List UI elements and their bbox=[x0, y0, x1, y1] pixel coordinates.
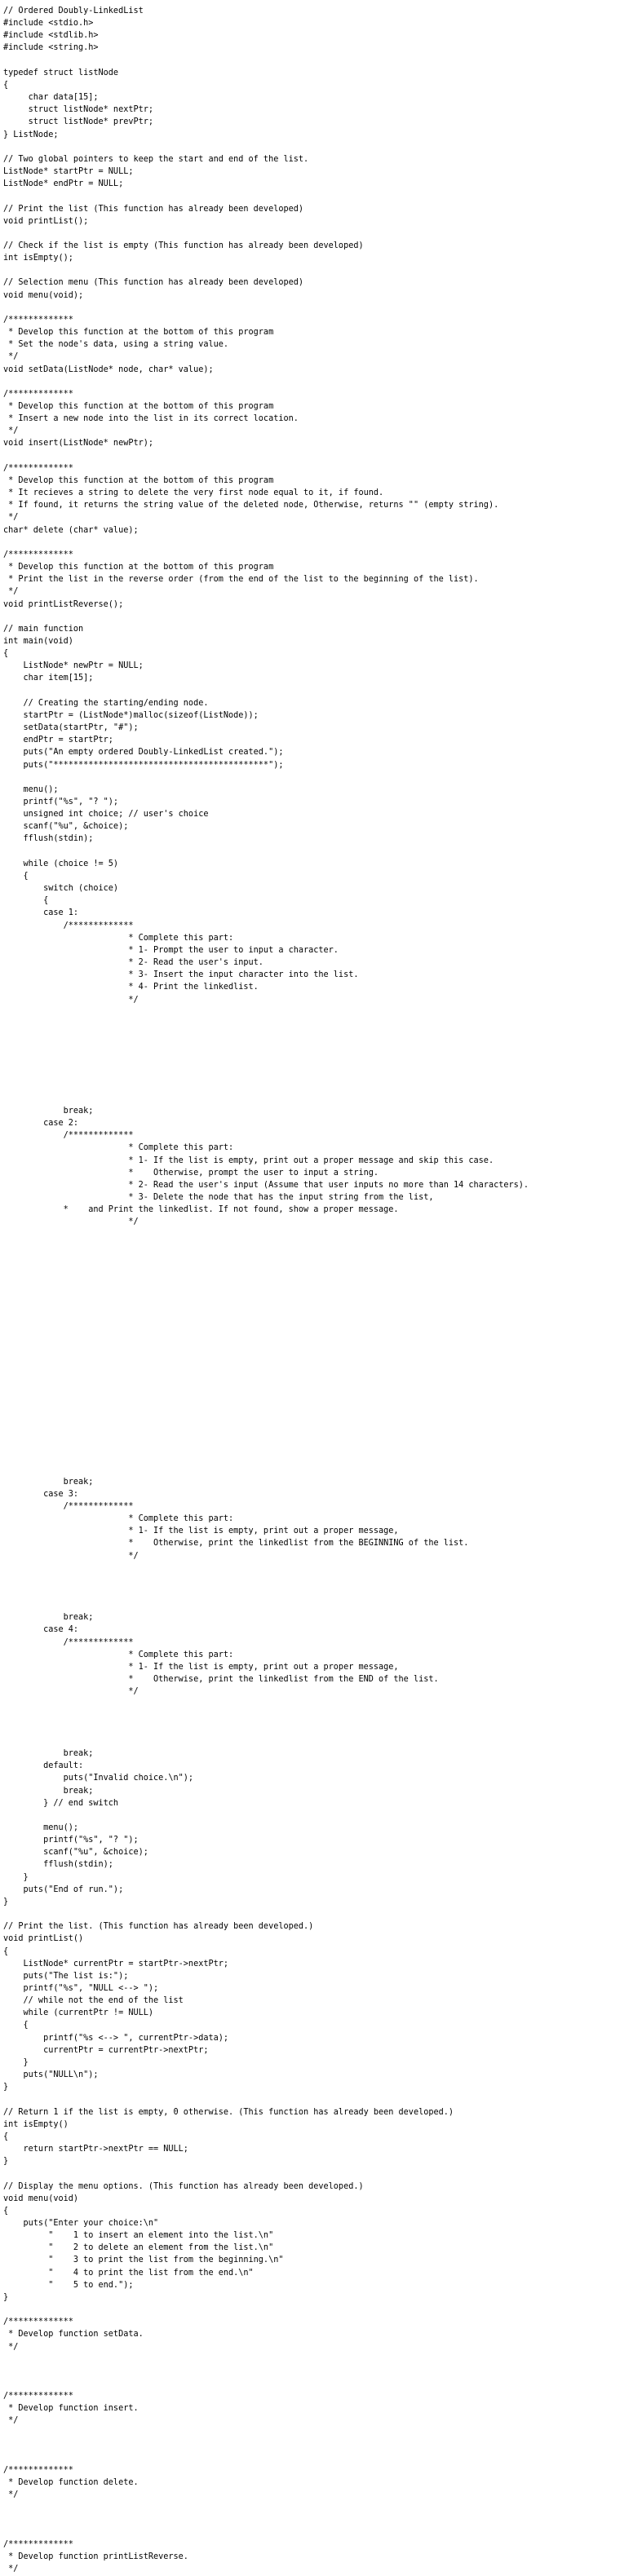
code-line: * Complete this part: bbox=[3, 1650, 234, 1659]
code-line: /************* bbox=[3, 1501, 134, 1511]
code-line bbox=[3, 2167, 642, 2180]
code-line: * and Print the linkedlist. If not found, show a proper message. bbox=[3, 1205, 399, 1215]
code-line bbox=[3, 190, 642, 202]
code-line: int isEmpty() bbox=[3, 2119, 69, 2129]
code-line bbox=[3, 1414, 642, 1426]
code-line bbox=[3, 1328, 642, 1340]
code-line: // Return 1 if the list is empty, 0 otherwise. (This function has already been developed.) bbox=[3, 2107, 454, 2117]
code-line: break; bbox=[3, 1477, 94, 1487]
code-line: { bbox=[3, 2132, 9, 2141]
code-line: * Otherwise, print the linkedlist from the END of the list. bbox=[3, 1675, 439, 1685]
code-line: /************* bbox=[3, 2540, 73, 2550]
code-line: struct listNode* prevPtr; bbox=[3, 117, 154, 127]
code-line: scanf("%u", &choice); bbox=[3, 1848, 148, 1858]
code-line: * 1- Prompt the user to input a character. bbox=[3, 945, 339, 955]
code-line: // Display the menu options. (This function has already been developed.) bbox=[3, 2181, 364, 2191]
code-line bbox=[3, 1426, 642, 1438]
code-line: */ bbox=[3, 587, 19, 597]
code-line: { bbox=[3, 649, 9, 659]
code-line: * 4- Print the linkedlist. bbox=[3, 983, 259, 992]
code-line: " 2 to delete an element from the list.\n" bbox=[3, 2243, 274, 2253]
code-line: */ bbox=[3, 995, 139, 1005]
code-line: printf("%s", "? "); bbox=[3, 798, 119, 806]
code-line: * Develop this function at the bottom of this program bbox=[3, 563, 274, 572]
code-line: unsigned int choice; // user's choice bbox=[3, 810, 209, 820]
code-line: // Ordered Doubly-LinkedList bbox=[3, 7, 144, 15]
code-line bbox=[3, 1809, 642, 1822]
code-line: printf("%s <--> ", currentPtr->data); bbox=[3, 2033, 229, 2043]
code-line bbox=[3, 1006, 642, 1018]
code-line: fflush(stdin); bbox=[3, 1860, 113, 1870]
code-line bbox=[3, 302, 642, 314]
code-line: /************* bbox=[3, 389, 73, 399]
code-line bbox=[3, 228, 642, 240]
code-line: default: bbox=[3, 1761, 84, 1771]
code-line: #include <stdlib.h> bbox=[3, 31, 99, 41]
code-line bbox=[3, 1340, 642, 1352]
code-line: * 2- Read the user's input (Assume that user inputs no more than 14 characters). bbox=[3, 1180, 529, 1190]
code-line: */ bbox=[3, 1687, 139, 1697]
code-line bbox=[3, 1575, 642, 1587]
code-line bbox=[3, 2353, 642, 2366]
code-line: { bbox=[3, 1946, 9, 1956]
code-line: // Creating the starting/ending node. bbox=[3, 698, 209, 708]
code-line bbox=[3, 1587, 642, 1599]
code-line bbox=[3, 55, 642, 67]
code-line: menu(); bbox=[3, 784, 59, 794]
code-line bbox=[3, 1228, 642, 1240]
code-line: " 5 to end."); bbox=[3, 2280, 134, 2290]
code-line: * Develop this function at the bottom of this program bbox=[3, 328, 274, 338]
code-line bbox=[3, 2366, 642, 2378]
code-line: * Develop this function at the bottom of this program bbox=[3, 402, 274, 411]
code-line: void menu(void) bbox=[3, 2194, 79, 2203]
code-line bbox=[3, 1043, 642, 1055]
code-line: void setData(ListNode* node, char* value); bbox=[3, 365, 214, 374]
code-line: /************* bbox=[3, 315, 73, 325]
code-line: break; bbox=[3, 1749, 94, 1759]
code-line bbox=[3, 376, 642, 388]
code-line: case 4: bbox=[3, 1625, 79, 1635]
code-line: { bbox=[3, 80, 9, 90]
code-line bbox=[3, 1562, 642, 1575]
code-line: * 3- Insert the input character into the list. bbox=[3, 970, 359, 980]
code-line: break; bbox=[3, 1613, 94, 1623]
code-line: char data[15]; bbox=[3, 93, 99, 103]
code-line: * Develop function insert. bbox=[3, 2404, 139, 2414]
code-line bbox=[3, 1352, 642, 1364]
code-line: return startPtr->nextPtr == NULL; bbox=[3, 2145, 188, 2154]
code-line bbox=[3, 2502, 642, 2514]
code-line: break; bbox=[3, 1786, 94, 1796]
code-line bbox=[3, 1711, 642, 1723]
code-line: startPtr = (ListNode*)malloc(sizeof(ListNode)); bbox=[3, 710, 259, 720]
code-line bbox=[3, 1067, 642, 1080]
code-line: void printList() bbox=[3, 1934, 84, 1944]
code-line: // while not the end of the list bbox=[3, 1996, 184, 2006]
code-line: " 4 to print the list from the end.\n" bbox=[3, 2268, 254, 2278]
code-line: typedef struct listNode bbox=[3, 68, 119, 77]
code-line: while (currentPtr != NULL) bbox=[3, 2008, 154, 2018]
code-line: * If found, it returns the string value of the deleted node, Otherwise, returns "" (empty string). bbox=[3, 501, 499, 510]
code-line: char* delete (char* value); bbox=[3, 525, 139, 535]
code-line: /************* bbox=[3, 463, 73, 473]
code-line bbox=[3, 2440, 642, 2452]
code-line bbox=[3, 450, 642, 462]
code-line: puts("*******************************************"); bbox=[3, 760, 284, 770]
code-line bbox=[3, 2526, 642, 2538]
code-line: */ bbox=[3, 2342, 19, 2352]
code-line bbox=[3, 846, 642, 858]
code-line: // Print the list. (This function has already been developed.) bbox=[3, 1922, 314, 1932]
code-line: } // end switch bbox=[3, 1798, 119, 1808]
code-line: // main function bbox=[3, 624, 84, 634]
code-line: puts("The list is:"); bbox=[3, 1971, 129, 1981]
code-line bbox=[3, 771, 642, 784]
code-line: while (choice != 5) bbox=[3, 859, 119, 868]
code-line bbox=[3, 685, 642, 697]
code-line: * Develop function delete. bbox=[3, 2478, 139, 2488]
code-line: * Develop this function at the bottom of this program bbox=[3, 475, 274, 485]
code-line: * Otherwise, print the linkedlist from the BEGINNING of the list. bbox=[3, 1539, 469, 1549]
code-line: */ bbox=[3, 513, 19, 523]
code-line bbox=[3, 1018, 642, 1031]
code-line bbox=[3, 2304, 642, 2316]
code-line: // Print the list (This function has already been developed) bbox=[3, 204, 304, 214]
code-line: * Complete this part: bbox=[3, 1143, 234, 1153]
code-line: * 2- Read the user's input. bbox=[3, 958, 263, 968]
code-line: printf("%s", "? "); bbox=[3, 1836, 139, 1845]
code-line: /************* bbox=[3, 1637, 134, 1647]
code-line: ListNode* currentPtr = startPtr->nextPtr; bbox=[3, 1959, 229, 1968]
code-line: * Complete this part: bbox=[3, 1514, 234, 1524]
code-line: */ bbox=[3, 1217, 139, 1227]
code-line: char item[15]; bbox=[3, 674, 94, 683]
code-line: * Print the list in the reverse order (from the end of the list to the beginning of the list). bbox=[3, 575, 479, 585]
code-line: #include <stdio.h> bbox=[3, 19, 94, 29]
code-line: } bbox=[3, 1872, 29, 1882]
code-line: */ bbox=[3, 2416, 19, 2426]
code-line: * Insert a new node into the list in its correct location. bbox=[3, 414, 299, 424]
code-line bbox=[3, 1376, 642, 1389]
code-line bbox=[3, 1390, 642, 1402]
code-line: * 1- If the list is empty, print out a proper message and skip this case. bbox=[3, 1155, 494, 1165]
code-line: menu(); bbox=[3, 1823, 79, 1832]
code-line bbox=[3, 1266, 642, 1278]
code-line: /************* bbox=[3, 1131, 134, 1141]
code-line bbox=[3, 1315, 642, 1328]
code-line: puts("End of run."); bbox=[3, 1885, 124, 1894]
code-line: } bbox=[3, 2057, 29, 2067]
code-line bbox=[3, 1080, 642, 1093]
code-line bbox=[3, 1463, 642, 1475]
code-line: " 1 to insert an element into the list.\n" bbox=[3, 2231, 274, 2241]
code-line: void insert(ListNode* newPtr); bbox=[3, 439, 154, 448]
code-line: int main(void) bbox=[3, 636, 73, 646]
code-line: * Set the node's data, using a string value. bbox=[3, 340, 229, 350]
code-line: ListNode* newPtr = NULL; bbox=[3, 661, 144, 671]
code-line: printf("%s", "NULL <--> "); bbox=[3, 1984, 159, 1993]
code-line bbox=[3, 264, 642, 276]
code-line: ListNode* endPtr = NULL; bbox=[3, 179, 124, 189]
code-line: // Two global pointers to keep the start and end of the list. bbox=[3, 154, 309, 164]
code-line bbox=[3, 1723, 642, 1735]
code-line bbox=[3, 1278, 642, 1290]
code-line: */ bbox=[3, 352, 19, 362]
code-line bbox=[3, 1735, 642, 1748]
code-line bbox=[3, 2428, 642, 2440]
code-line bbox=[3, 1093, 642, 1105]
code-line bbox=[3, 1451, 642, 1463]
code-line: // Selection menu (This function has already been developed) bbox=[3, 278, 304, 288]
code-line bbox=[3, 1031, 642, 1043]
code-line: * 1- If the list is empty, print out a proper message, bbox=[3, 1662, 399, 1672]
code-line: fflush(stdin); bbox=[3, 834, 94, 844]
code-line bbox=[3, 2514, 642, 2526]
code-line: // Check if the list is empty (This function has already been developed) bbox=[3, 241, 364, 250]
code-line bbox=[3, 2452, 642, 2464]
code-line bbox=[3, 1402, 642, 1414]
code-line: */ bbox=[3, 2490, 19, 2500]
code-line: puts("Invalid choice.\n"); bbox=[3, 1774, 194, 1783]
code-line: puts("An empty ordered Doubly-LinkedList created."); bbox=[3, 748, 284, 758]
code-line: puts("NULL\n"); bbox=[3, 2070, 99, 2080]
code-line: * Complete this part: bbox=[3, 933, 234, 943]
code-line: * Otherwise, prompt the user to input a string. bbox=[3, 1168, 379, 1178]
code-line: * 3- Delete the node that has the input string from the list, bbox=[3, 1193, 434, 1202]
code-line: { bbox=[3, 896, 49, 906]
code-line bbox=[3, 1599, 642, 1611]
code-line: */ bbox=[3, 426, 19, 436]
code-line: switch (choice) bbox=[3, 884, 119, 894]
code-line: void printListReverse(); bbox=[3, 599, 124, 609]
code-line: currentPtr = currentPtr->nextPtr; bbox=[3, 2045, 209, 2055]
code-line: /************* bbox=[3, 921, 134, 930]
code-line: } bbox=[3, 2083, 9, 2092]
code-line: /************* bbox=[3, 550, 73, 559]
code-line bbox=[3, 1364, 642, 1376]
code-line: ListNode* startPtr = NULL; bbox=[3, 167, 134, 177]
code-line: } ListNode; bbox=[3, 130, 59, 139]
code-line: /************* bbox=[3, 2466, 73, 2476]
code-line: #include <string.h> bbox=[3, 43, 99, 53]
code-line: } bbox=[3, 2157, 9, 2167]
code-line: * Develop function printListReverse. bbox=[3, 2552, 188, 2562]
code-line bbox=[3, 1438, 642, 1451]
code-line: void menu(void); bbox=[3, 290, 84, 300]
code-line: */ bbox=[3, 2565, 19, 2574]
code-line: */ bbox=[3, 1551, 139, 1561]
code-line bbox=[3, 2093, 642, 2105]
code-line: * It recieves a string to delete the very first node equal to it, if found. bbox=[3, 488, 384, 498]
code-line: } bbox=[3, 1897, 9, 1907]
code-line: { bbox=[3, 871, 29, 881]
code-line: puts("Enter your choice:\n" bbox=[3, 2218, 159, 2228]
code-line: case 2: bbox=[3, 1119, 79, 1129]
code-line: * Develop function setData. bbox=[3, 2330, 144, 2340]
code-line: setData(startPtr, "#"); bbox=[3, 723, 139, 733]
code-line: int isEmpty(); bbox=[3, 254, 73, 263]
code-line: scanf("%u", &choice); bbox=[3, 822, 129, 832]
code-line bbox=[3, 1908, 642, 1920]
code-listing bbox=[0, 5, 642, 2574]
code-line: { bbox=[3, 2021, 29, 2030]
code-line: * 1- If the list is empty, print out a proper message, bbox=[3, 1527, 399, 1536]
code-line: case 1: bbox=[3, 908, 79, 918]
code-line bbox=[3, 141, 642, 153]
code-line: { bbox=[3, 2206, 9, 2216]
code-line bbox=[3, 2378, 642, 2390]
code-line: /************* bbox=[3, 2318, 73, 2327]
code-line: break; bbox=[3, 1106, 94, 1116]
code-line bbox=[3, 1290, 642, 1302]
code-line: case 3: bbox=[3, 1489, 79, 1499]
code-line: void printList(); bbox=[3, 216, 89, 226]
code-line: } bbox=[3, 2292, 9, 2302]
code-line: /************* bbox=[3, 2392, 73, 2401]
code-line bbox=[3, 1253, 642, 1266]
code-line: endPtr = startPtr; bbox=[3, 736, 113, 745]
code-line bbox=[3, 1302, 642, 1315]
code-line bbox=[3, 611, 642, 623]
code-line bbox=[3, 1698, 642, 1710]
code-line bbox=[3, 537, 642, 549]
code-line: " 3 to print the list from the beginning.\n" bbox=[3, 2256, 284, 2265]
code-line bbox=[3, 1241, 642, 1253]
code-line bbox=[3, 1055, 642, 1067]
code-line: struct listNode* nextPtr; bbox=[3, 105, 154, 115]
